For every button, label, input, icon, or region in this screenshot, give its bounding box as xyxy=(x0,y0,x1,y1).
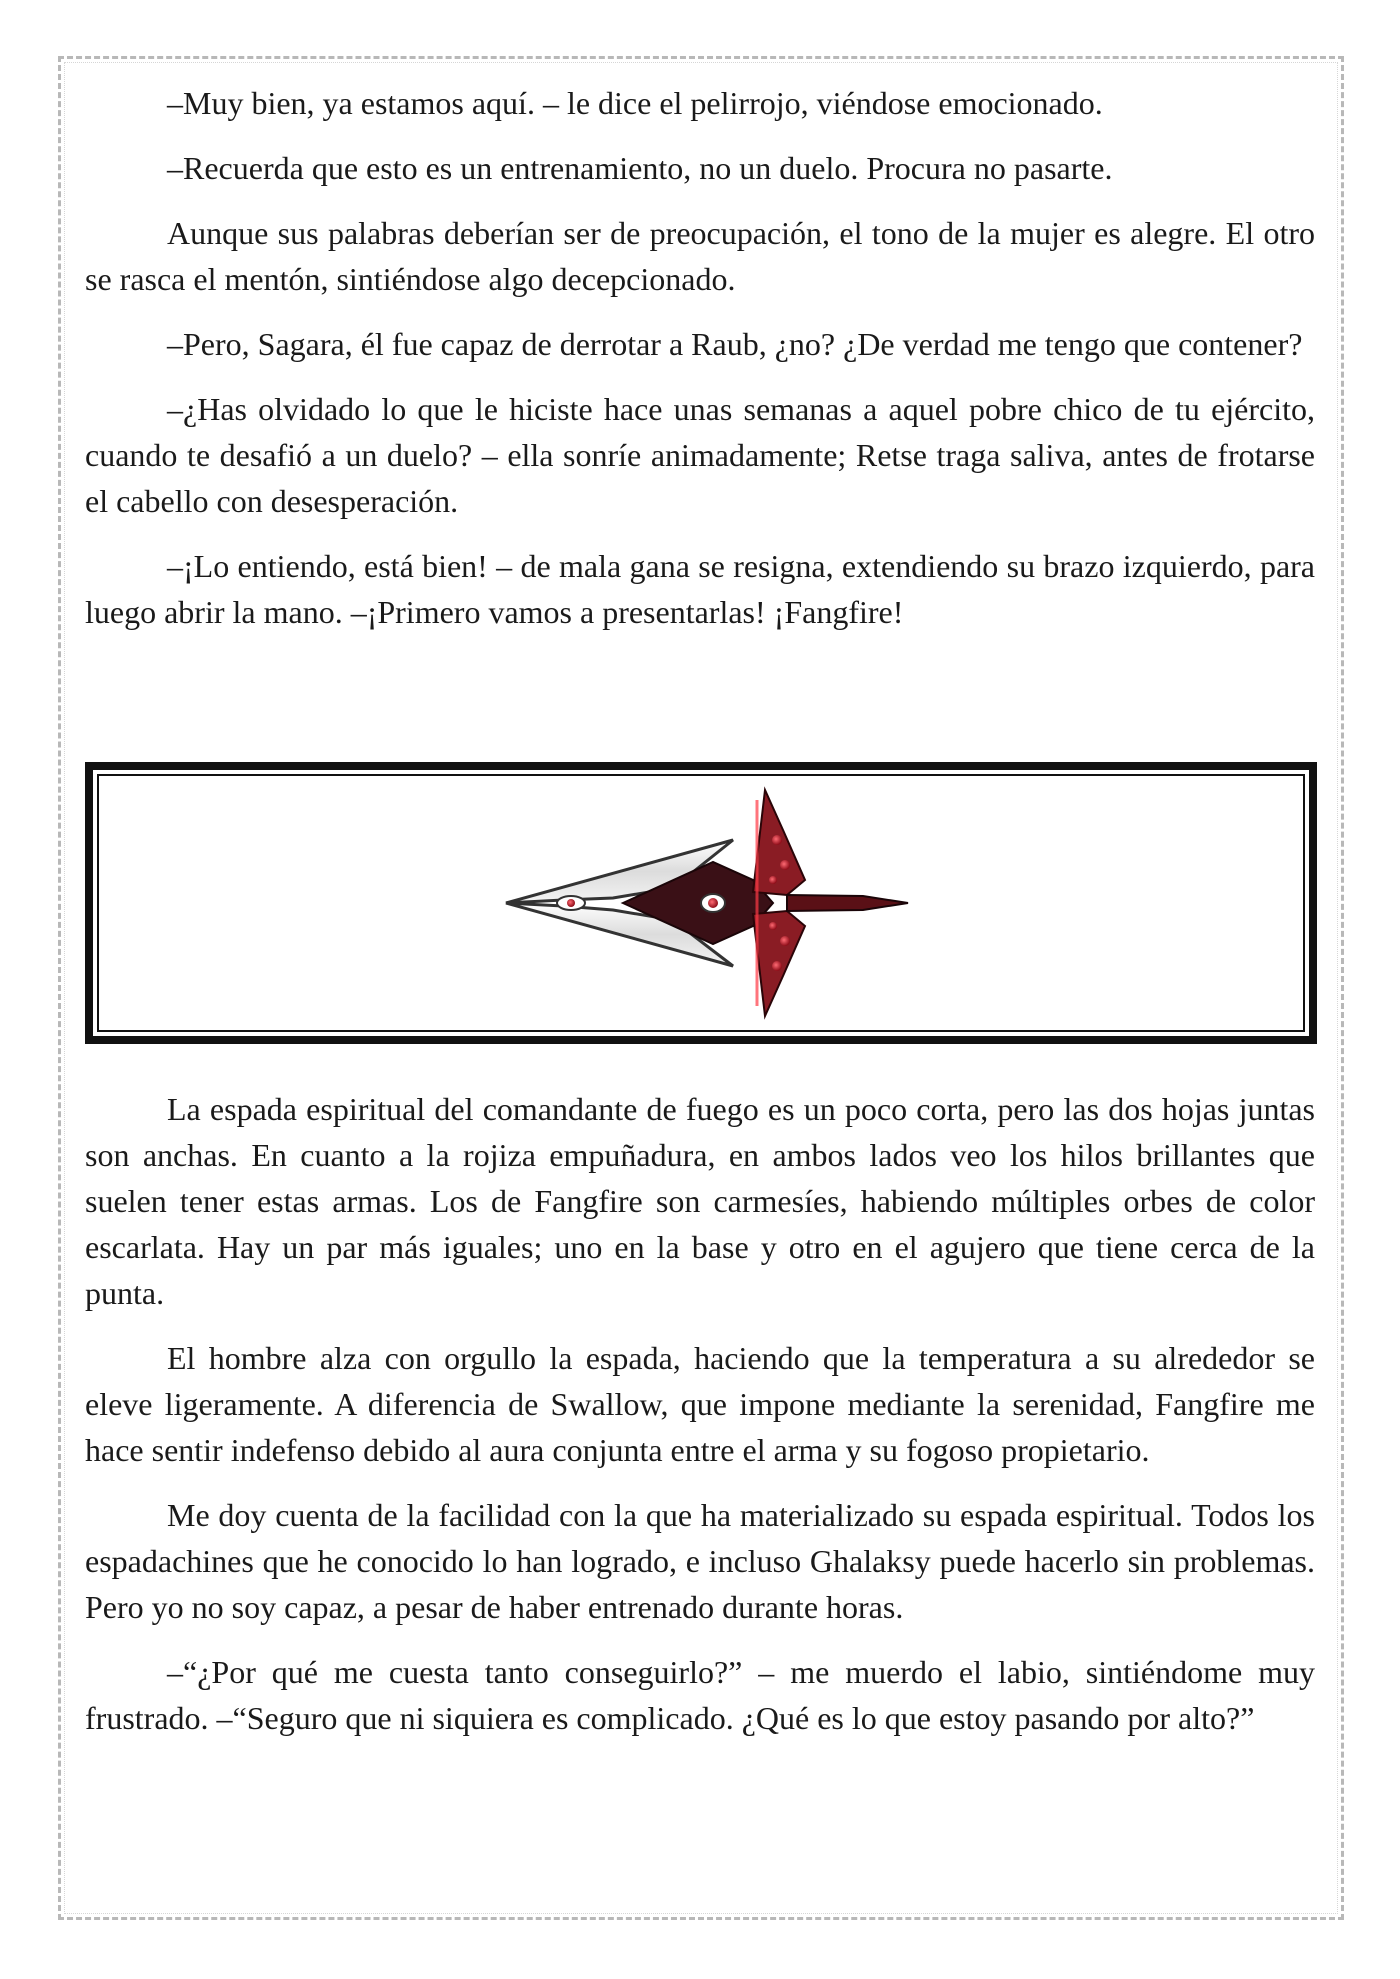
paragraph: –¡Lo entiendo, está bien! – de mala gana se resigna, extendiendo su brazo izquierdo, para luego abrir la mano. –¡Primero vamos a presentarlas! ¡Fangfire! xyxy=(85,548,1315,630)
sword-illustration-frame xyxy=(85,762,1317,1044)
paragraph: La espada espiritual del comandante de fuego es un poco corta, pero las dos hojas juntas son anchas. En cuanto a la rojiza empuñadura, en ambos lados veo los hilos brillantes que suelen tener estas armas. Los de Fangfire son carmesíes, habiendo múltiples orbes de color escarlata. Hay un par más iguales; uno en la base y otro en el agujero que tiene cerca de la punta. xyxy=(85,1091,1315,1311)
paragraph: –Muy bien, ya estamos aquí. – le dice el pelirrojo, viéndose emocionado. xyxy=(167,85,1103,121)
paragraph: Me doy cuenta de la facilidad con la que ha materializado su espada espiritual. Todos los espadachines que he conocido lo han logrado, e incluso Ghalaksy puede hacerlo sin problemas. Pero yo no soy capaz, a pesar de haber entrenado durante horas. xyxy=(85,1497,1315,1625)
paragraph: El hombre alza con orgullo la espada, haciendo que la temperatura a su alrededor se eleve ligeramente. A diferencia de Swallow, que impone mediante la serenidad, Fangfire me hace sentir indefenso debido al aura conjunta entre el arma y su fogoso propietario. xyxy=(85,1340,1315,1468)
paragraph: –Pero, Sagara, él fue capaz de derrotar a Raub, ¿no? ¿De verdad me tengo que contener? xyxy=(167,326,1303,362)
paragraph: –“¿Por qué me cuesta tanto conseguirlo?” – me muerdo el labio, sintiéndome muy frustrado. –“Seguro que ni siquiera es complicado. ¿Qué es lo que estoy pasando por alto?” xyxy=(85,1654,1315,1736)
grip xyxy=(787,895,908,911)
text-block-top xyxy=(85,80,1315,654)
paragraph: –Recuerda que esto es un entrenamiento, no un duelo. Procura no pasarte. xyxy=(167,150,1113,186)
paragraph: –¿Has olvidado lo que le hiciste hace unas semanas a aquel pobre chico de tu ejército, cuando te desafió a un duelo? – ella sonríe animadamente; Retse traga saliva, antes de frotarse el cabello con desesperación. xyxy=(85,391,1315,519)
sword-illustration xyxy=(93,770,1309,1036)
text-block-bottom xyxy=(85,1086,1315,1760)
paragraph: Aunque sus palabras deberían ser de preocupación, el tono de la mujer es alegre. El otro se rasca el mentón, sintiéndose algo decepcionado. xyxy=(85,215,1315,297)
